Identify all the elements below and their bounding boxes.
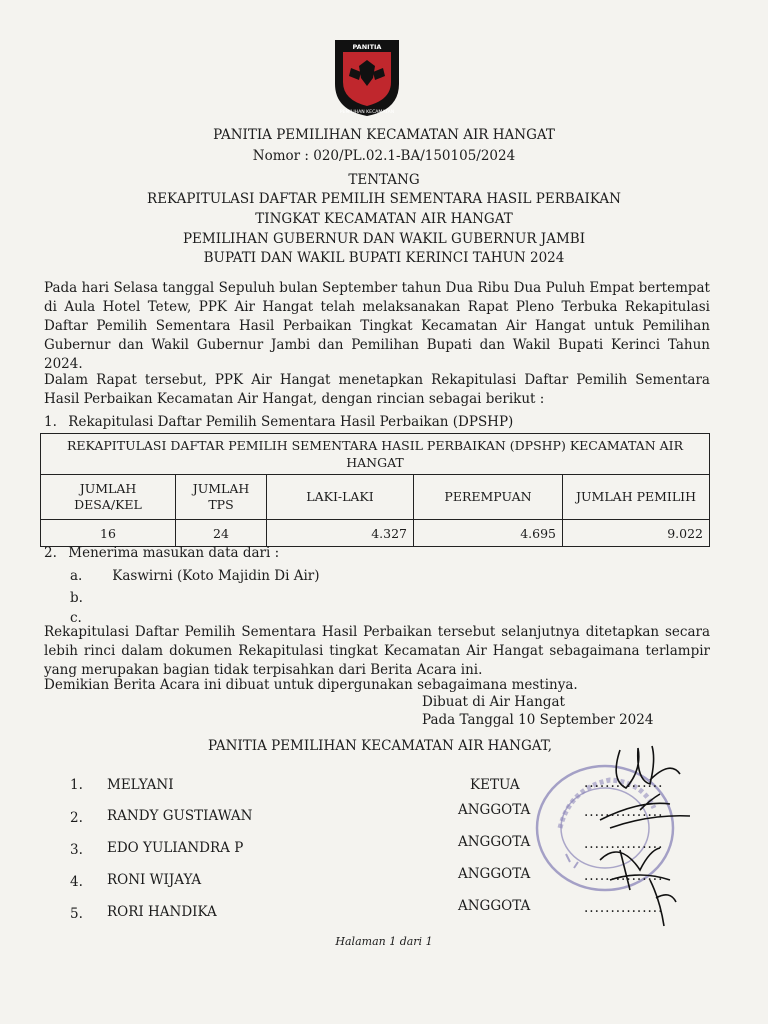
sub-item-b <box>70 590 108 606</box>
signature-line: ............... <box>584 900 664 916</box>
dpshp-table <box>40 433 710 547</box>
signature-line: ............... <box>584 775 664 791</box>
table-header: PEREMPUAN <box>414 475 563 520</box>
member-role: ANGGOTA <box>458 866 531 882</box>
member-role: KETUA <box>470 777 520 793</box>
member-row <box>0 834 768 862</box>
logo-top-text: PANITIA <box>352 43 382 51</box>
paragraph-decision: Dalam Rapat tersebut, PPK Air Hangat menetapkan Rekapitulasi Daftar Pemilih Sementara Hasil Perbaikan Kecamatan Air Hangat, dengan rincian sebagai berikut : <box>44 372 710 407</box>
table-cell: 9.022 <box>563 520 710 547</box>
kpu-logo <box>329 34 405 118</box>
paragraph-closing: Demikian Berita Acara ini dibuat untuk dipergunakan sebagaimana mestinya. <box>44 677 578 693</box>
signature-line: ............... <box>584 868 664 884</box>
sub-item-letter: b. <box>70 590 83 606</box>
page-footer: Halaman 1 dari 1 <box>335 935 433 948</box>
title-line-2: TINGKAT KECAMATAN AIR HANGAT <box>255 211 513 227</box>
sub-item-letter: c. <box>70 610 82 626</box>
signing-place: Dibuat di Air Hangat <box>422 694 565 710</box>
member-name: RORI HANDIKA <box>107 904 217 920</box>
member-row <box>0 898 768 926</box>
list-item-number: 1. <box>44 414 57 430</box>
list-item-text: Menerima masukan data dari : <box>68 545 280 561</box>
title-line-4: BUPATI DAN WAKIL BUPATI KERINCI TAHUN 2024 <box>203 250 565 266</box>
table-cell: 4.695 <box>414 520 563 547</box>
table-header: LAKI-LAKI <box>267 475 414 520</box>
signature-line: ............... <box>584 804 664 820</box>
signature-line: ............... <box>584 836 664 852</box>
member-name: RANDY GUSTIAWAN <box>107 808 253 824</box>
table-cell: 16 <box>41 520 176 547</box>
member-role: ANGGOTA <box>458 834 531 850</box>
title-line-3: PEMILIHAN GUBERNUR DAN WAKIL GUBERNUR JAMBI <box>182 231 586 247</box>
title-line-1: REKAPITULASI DAFTAR PEMILIH SEMENTARA HASIL PERBAIKAN <box>147 191 621 207</box>
list-item-number: 2. <box>44 545 57 561</box>
paragraph-opening: Pada hari Selasa tanggal Sepuluh bulan September tahun Dua Ribu Dua Puluh Empat bertempat di Aula Hotel Tetew, PPK Air Hangat telah melaksanakan Rapat Pleno Terbuka Rekapitulasi Daftar Pemilih Sementara Hasil Perbaikan Tingkat Kecamatan Air Hangat untuk Pemilihan Gubernur dan Wakil Gubernur Jambi dan Pemilihan Bupati dan Wakil Bupati Kerinci Tahun 2024. <box>44 280 710 372</box>
paragraph-detail: Rekapitulasi Daftar Pemilih Sementara Hasil Perbaikan tersebut selanjutnya ditetapkan secara lebih rinci dalam dokumen Rekapitulasi tingkat Kecamatan Air Hangat sebagaimana terlampir yang merupakan bagian tidak terpisahkan dari Berita Acara ini. <box>44 624 710 678</box>
signing-date: Pada Tanggal 10 September 2024 <box>422 712 654 728</box>
logo-ring-text: PEMILIHAN KECAMATAN <box>339 110 395 115</box>
member-number: 2. <box>70 810 83 826</box>
table-row <box>41 520 710 547</box>
table-header: JUMLAH DESA/KEL <box>41 475 176 520</box>
table-cell: 4.327 <box>267 520 414 547</box>
member-name: RONI WIJAYA <box>107 872 202 888</box>
header-org: PANITIA PEMILIHAN KECAMATAN AIR HANGAT <box>213 127 555 143</box>
table-cell: 24 <box>176 520 267 547</box>
member-name: EDO YULIANDRA P <box>107 840 244 856</box>
member-number: 3. <box>70 842 83 858</box>
sub-item-text: Kaswirni (Koto Majidin Di Air) <box>112 568 320 584</box>
table-caption: REKAPITULASI DAFTAR PEMILIH SEMENTARA HASIL PERBAIKAN (DPSHP) KECAMATAN AIR HANGAT <box>41 434 710 475</box>
sub-item-letter: a. <box>70 568 83 584</box>
member-number: 1. <box>70 777 83 793</box>
member-role: ANGGOTA <box>458 802 531 818</box>
member-number: 5. <box>70 906 83 922</box>
list-item-text: Rekapitulasi Daftar Pemilih Sementara Hasil Perbaikan (DPSHP) <box>68 414 514 430</box>
member-name: MELYANI <box>107 777 174 793</box>
table-header: JUMLAH TPS <box>176 475 267 520</box>
member-row <box>0 866 768 894</box>
table-header: JUMLAH PEMILIH <box>563 475 710 520</box>
list-item-1 <box>44 414 513 430</box>
member-number: 4. <box>70 874 83 890</box>
header-number: Nomor : 020/PL.02.1-BA/150105/2024 <box>252 148 516 164</box>
sub-item-a <box>70 568 320 584</box>
committee-name: PANITIA PEMILIHAN KECAMATAN AIR HANGAT, <box>208 738 553 754</box>
title-line-0: TENTANG <box>348 172 420 188</box>
member-row <box>0 802 768 830</box>
member-role: ANGGOTA <box>458 898 531 914</box>
member-row <box>0 777 768 799</box>
list-item-2 <box>44 545 279 561</box>
